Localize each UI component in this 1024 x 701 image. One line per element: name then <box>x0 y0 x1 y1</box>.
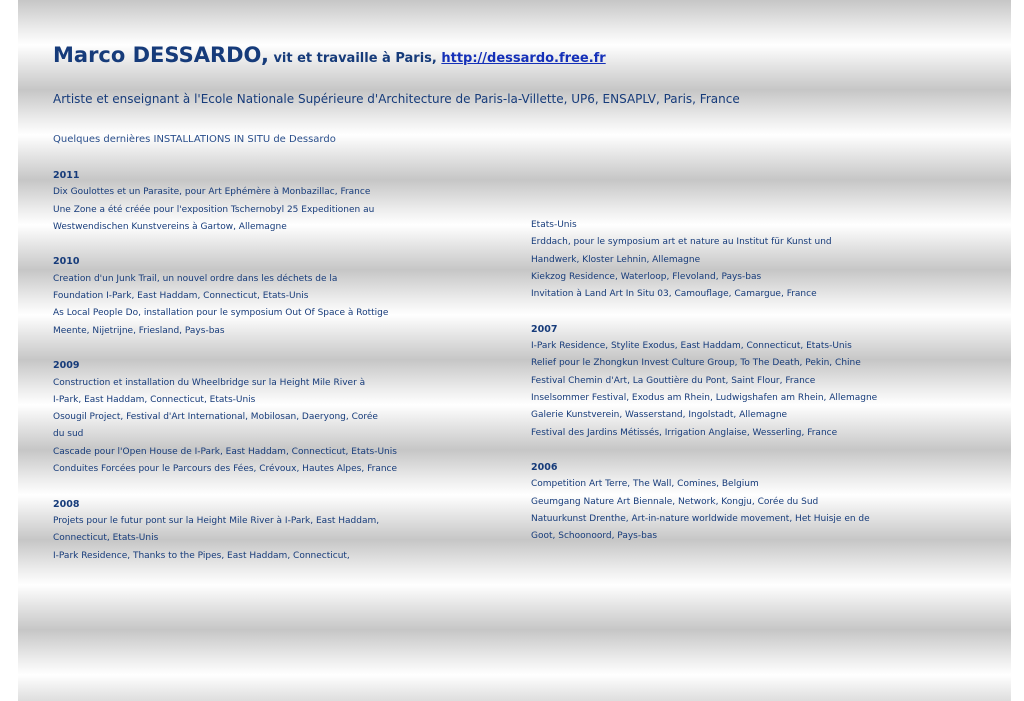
year-heading-2007: 2007 <box>531 323 558 335</box>
list-item: Foundation I-Park, East Haddam, Connecticut, Etats-Unis <box>53 291 309 302</box>
list-item: I-Park, East Haddam, Connecticut, Etats-Unis <box>53 394 256 405</box>
artist-description: Artiste et enseignant à l'Ecole Nationale Supérieure d'Architecture de Paris-la-Villette, UP6, ENSAPLV, Paris, France <box>53 92 740 106</box>
list-item: Meente, Nijetrijne, Friesland, Pays-bas <box>53 325 225 336</box>
list-item: Creation d'un Junk Trail, un nouvel ordre dans les déchets de la <box>53 273 338 284</box>
list-item: Connecticut, Etats-Unis <box>53 533 159 544</box>
list-item: Construction et installation du Wheelbridge sur la Height Mile River à <box>53 377 366 388</box>
list-item: Invitation à Land Art In Situ 03, Camouflage, Camargue, France <box>531 289 817 300</box>
list-item: I-Park Residence, Stylite Exodus, East Haddam, Connecticut, Etats-Unis <box>531 341 852 352</box>
year-heading-2011: 2011 <box>53 170 80 181</box>
list-item: Projets pour le futur pont sur la Height Mile River à I-Park, East Haddam, <box>53 515 380 526</box>
artist-name: Marco DESSARDO, <box>53 43 269 67</box>
list-item: Dix Goulottes et un Parasite, pour Art Ephémère à Monbazillac, France <box>53 187 371 198</box>
list-item: Festival des Jardins Métissés, Irrigation Anglaise, Wesserling, France <box>531 427 838 438</box>
list-item: Westwendischen Kunstvereins à Gartow, Allemagne <box>53 221 287 232</box>
list-item: Cascade pour l'Open House de I-Park, East Haddam, Connecticut, Etats-Unis <box>53 446 397 457</box>
left-column <box>53 167 423 565</box>
section-title: Quelques dernières INSTALLATIONS IN SITU de Dessardo <box>53 134 336 145</box>
list-item: Osougil Project, Festival d'Art International, Mobilosan, Daeryong, Corée <box>53 412 378 423</box>
list-item: I-Park Residence, Thanks to the Pipes, East Haddam, Connecticut, <box>53 550 350 561</box>
list-item: Geumgang Nature Art Biennale, Network, Kongju, Corée du Sud <box>531 496 819 507</box>
list-item: As Local People Do, installation pour le symposium Out Of Space à Rottige <box>53 308 389 319</box>
list-item: Etats-Unis <box>531 220 577 230</box>
page-background <box>18 0 1011 701</box>
list-item: Galerie Kunstverein, Wasserstand, Ingolstadt, Allemagne <box>531 410 788 421</box>
list-item: Goot, Schoonoord, Pays-bas <box>531 531 658 542</box>
list-item: Erddach, pour le symposium art et nature au Institut für Kunst und <box>531 237 832 248</box>
year-heading-2008: 2008 <box>53 498 80 510</box>
list-item: du sud <box>53 429 84 440</box>
list-item: Natuurkunst Drenthe, Art-in-nature worldwide movement, Het Huisje en de <box>531 514 870 525</box>
website-link[interactable]: http://dessardo.free.fr <box>441 51 606 66</box>
title-tagline: vit et travaille à Paris, <box>268 51 442 66</box>
page-title <box>53 32 606 70</box>
list-item: Competition Art Terre, The Wall, Comines, Belgium <box>531 479 759 490</box>
list-item: Handwerk, Kloster Lehnin, Allemagne <box>531 254 701 265</box>
right-column <box>531 217 911 546</box>
list-item: Festival Chemin d'Art, La Gouttière du Pont, Saint Flour, France <box>531 375 816 386</box>
list-item: Inselsommer Festival, Exodus am Rhein, Ludwigshafen am Rhein, Allemagne <box>531 392 878 403</box>
list-item: Relief pour le Zhongkun Invest Culture Group, To The Death, Pekin, Chine <box>531 358 861 369</box>
year-heading-2009: 2009 <box>53 360 80 372</box>
year-heading-2006: 2006 <box>531 462 558 474</box>
list-item: Kiekzog Residence, Waterloop, Flevoland, Pays-bas <box>531 271 762 282</box>
list-item: Conduites Forcées pour le Parcours des Fées, Crévoux, Hautes Alpes, France <box>53 464 398 475</box>
list-item: Une Zone a été créée pour l'exposition Tschernobyl 25 Expeditionen au <box>53 204 375 215</box>
year-heading-2010: 2010 <box>53 256 80 268</box>
